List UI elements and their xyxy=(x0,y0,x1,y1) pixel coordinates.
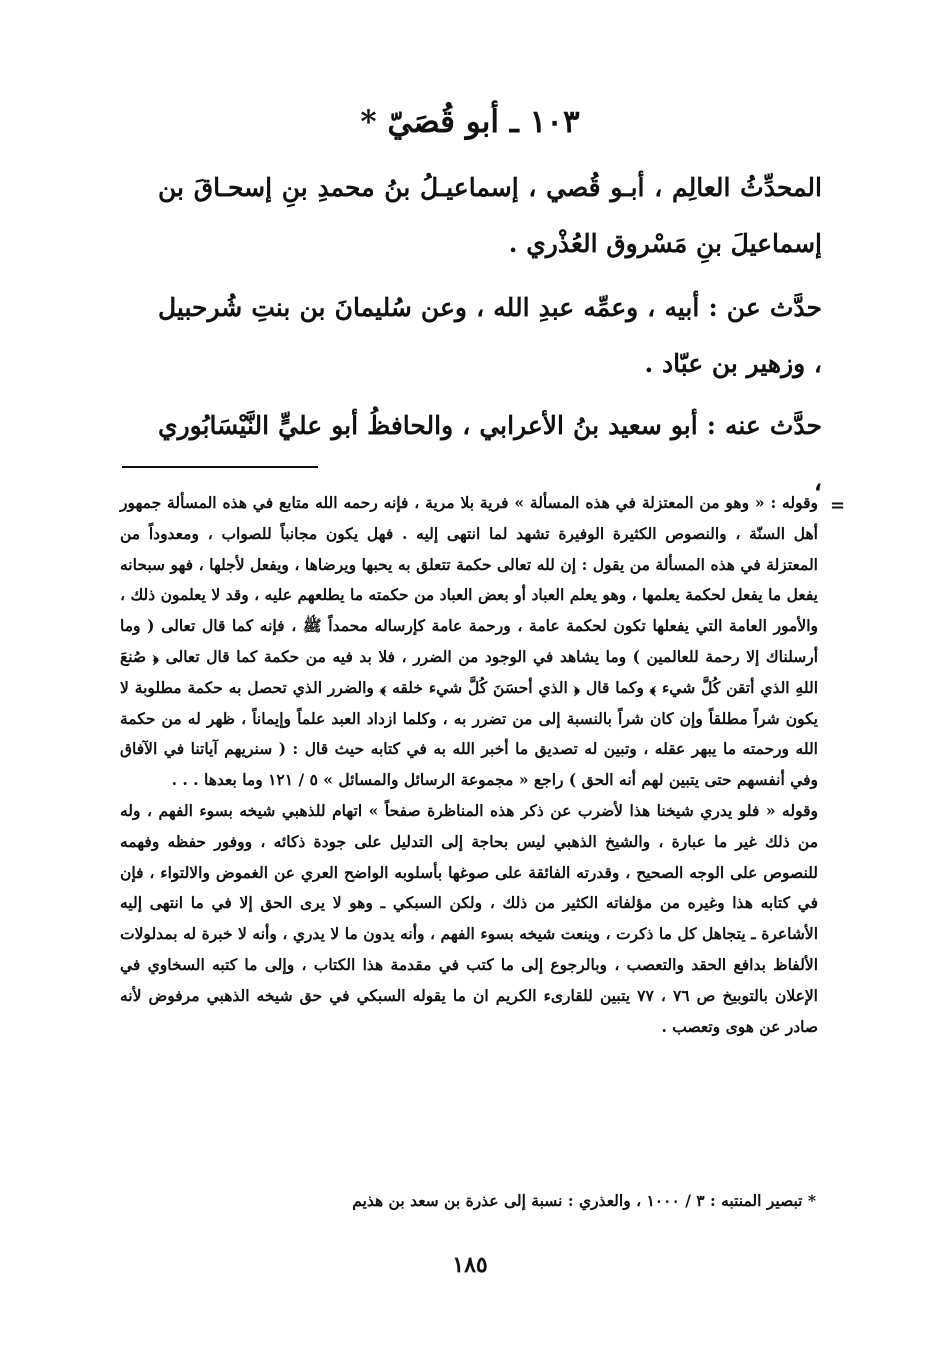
biography-paragraph-name: المحدِّثُ العالِم ، أبـو قُصي ، إسماعيـلُ بنُ محمدِ بنِ إسحـاقَ بن إسماعيلَ بنِ مَسْروق العُذْري . xyxy=(158,173,822,258)
footnote-paragraph-dhahabi: وقوله « فلو يدري شيخنا هذا لأضرب عن ذكر هذه المناظرة صفحاً » اتهام للذهبي شيخه بسوء الفهم ، وله من ذلك غير ما عبارة ، والشيخ الذهبي ليس بحاجة إلى التدليل على جودة ذكائه ، ووفور حفظه وفهمه للنصوص على الوجه الصحيح ، وقدرته الفائقة على صوغها بأسلوبه الواضح العري عن الغموض والالتواء ، فإن في كتابه هذا وغيره من مؤلفاته الكثير من ذلك ، ولكن السبكي ـ وهو لا يرى الحق إلا في ما انتهى إليه الأشاعرة ـ يتجاهل كل ما ذكرت ، وينعت شيخه بسوء الفهم ، وأنه يدون ما لا يدري ، وأنه لا خبرة له بمدلولات الألفاظ بدافع الحقد والتعصب ، وبالرجوع إلى ما كتب في مقدمة هذا الكتاب ، وإلى ما كتبه السخاوي في الإعلان بالتوبيخ ص ٧٦ ، ٧٧ يتبين للقارىء الكريم ان ما يقوله السبكي في حق شيخه الذهبي مرفوض لأنه صادر عن هوى وتعصب . xyxy=(120,800,818,1036)
page-number: ١٨٥ xyxy=(452,1252,488,1278)
biography-paragraph-students: حدَّث عنه : أبو سعيد بنُ الأعرابي ، والحافظُ أبو عليٍّ النَّيْسَابُوري ، xyxy=(158,411,822,496)
footnotes-block xyxy=(120,488,818,1042)
biography-paragraph-teachers: حدَّث عن : أبيه ، وعمِّه عبدِ الله ، وعن سُليمانَ بن بنتِ شُرحبيل ، وزهير بن عبّاد . xyxy=(158,293,822,378)
footnote-paragraph-mutazila: وقوله : « وهو من المعتزلة في هذه المسألة » فرية بلا مرية ، فإنه رحمه الله متابع في هذه المسألة جمهور أهل السنّة ، والنصوص الكثيرة الوفيرة تشهد لما انتهى إليه . فهل يكون مجانباً للصواب ، ومعدوداً من المعتزلة في هذه المسألة من يقول : إن لله تعالى حكمة تتعلق به يحبها ويرضاها ، ويفعل لأجلها ، فهو سبحانه يفعل ما يفعل لحكمة يعلمها ، وهو يعلم العباد أو بعض العباد من حكمته ما يطلعهم عليه ، وقد لا يعلمون ذلك ، والأمور العامة التي يفعلها تكون لحكمة عامة ، ورحمة عامة كإرساله محمداً ﷺ ، فإنه كما قال تعالى ( وما أرسلناك إلا رحمة للعالمين ) وما يشاهد في الوجود من الضرر ، فلا بد فيه من حكمة كما قال تعالى ﴿ صُنعَ اللهِ الذي أتقن كُلَّ شيء ﴾ وكما قال ﴿ الذي أحسَنَ كُلَّ شيء خلقه ﴾ والضرر الذي تحصل به حكمة مطلوبة لا يكون شراً مطلقاً وإن كان شراً بالنسبة إلى من تضرر به ، وكلما ازداد العبد علماً وإيماناً ، ظهر له من حكمة الله ورحمته ما يبهر عقله ، وتبين له تصديق ما أخبر الله به في كتابه حيث قال : ( سنريهم آياتنا في الآفاق وفي أنفسهم حتى يتبين لهم أنه الحق ) راجع « مجموعة الرسائل والمسائل » ٥ / ١٢١ وما بعدها . . . xyxy=(120,493,818,790)
footnote-separator xyxy=(122,466,318,468)
footnote-source-note: * تبصير المنتبه : ٣ / ١٠٠٠ ، والعذري : نسبة إلى عذرة بن سعد بن هذيم xyxy=(352,1191,816,1210)
page-title: ١٠٣ ـ أبو قُصَيّ * xyxy=(360,104,580,140)
continuation-mark: = xyxy=(830,495,846,516)
